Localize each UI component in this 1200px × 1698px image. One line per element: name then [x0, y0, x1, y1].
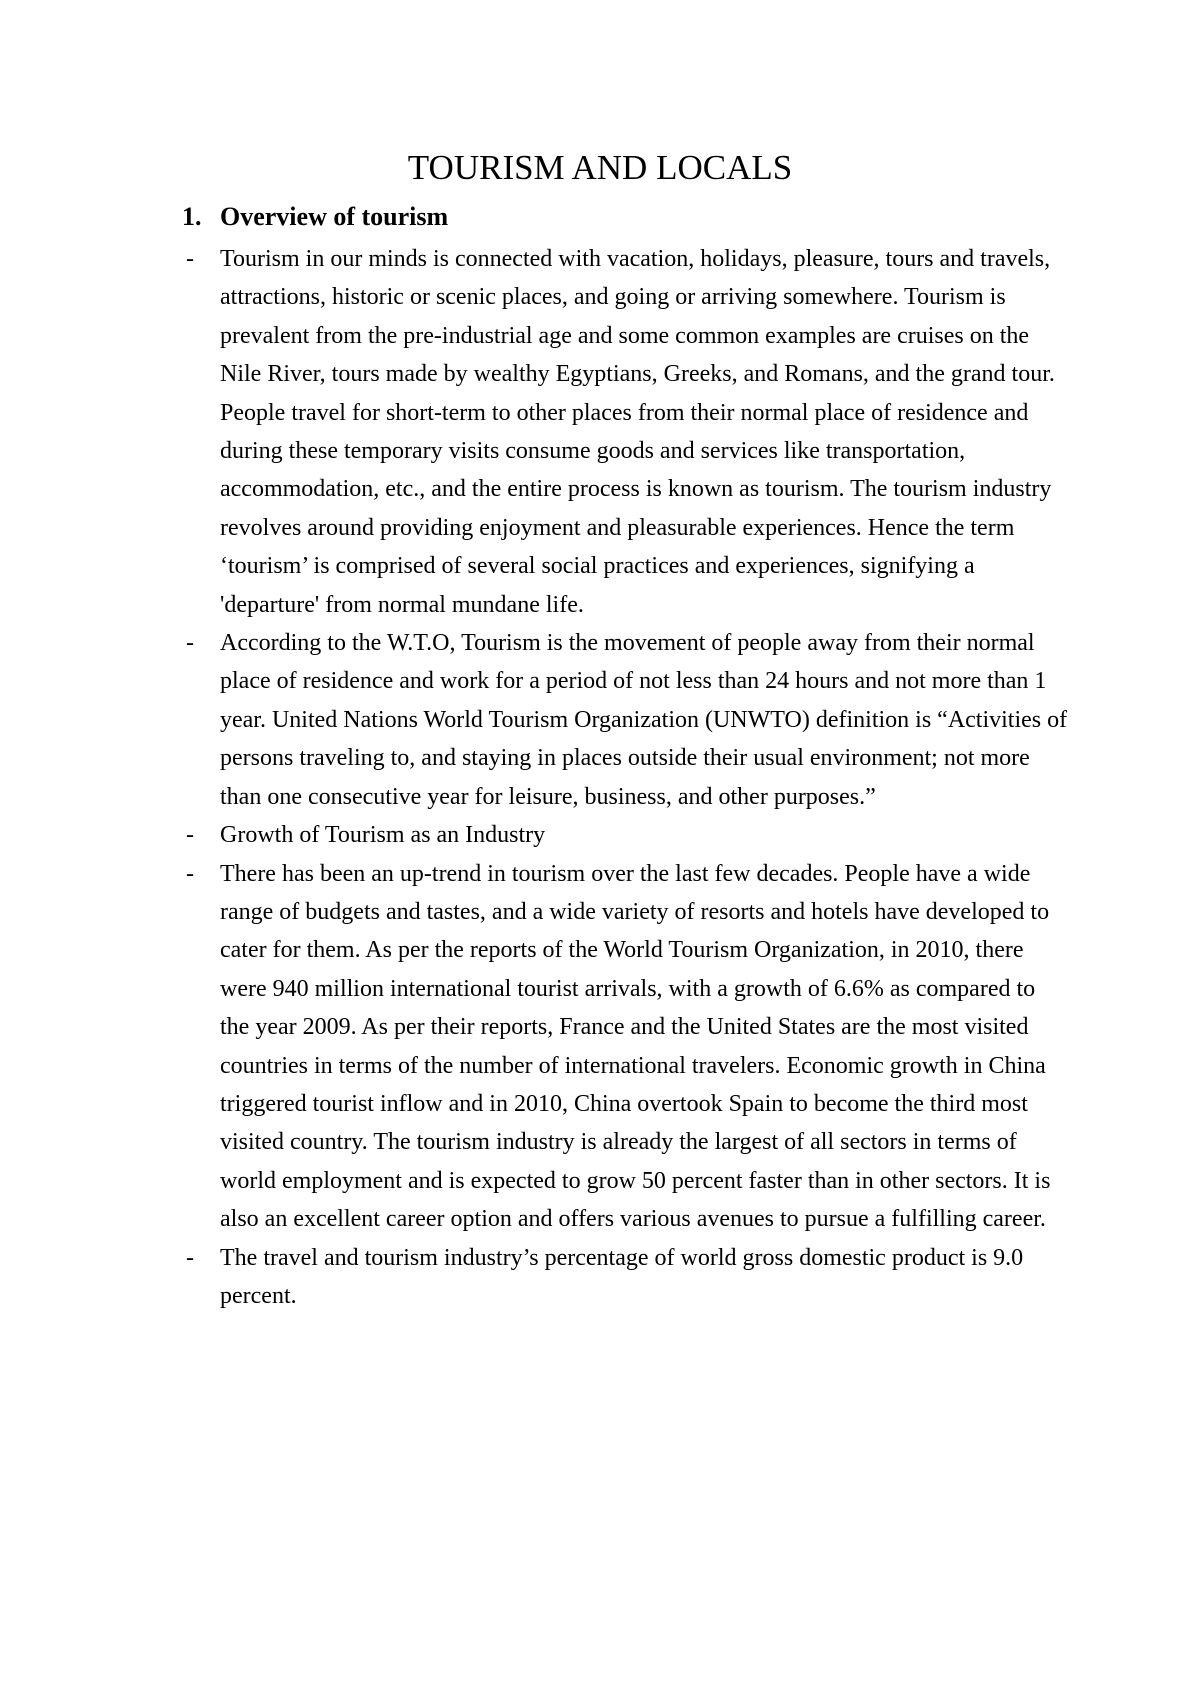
list-item-text: The travel and tourism industry’s percentage of world gross domestic product is 9.0 percent.	[220, 1244, 1024, 1309]
section-number: 1.	[182, 202, 202, 231]
bullet-marker: -	[186, 630, 194, 657]
list-item	[182, 240, 1068, 624]
list-item-text: Tourism in our minds is connected with vacation, holidays, pleasure, tours and travels, attractions, historic or scenic places, and going or arriving somewhere. Tourism is prevalent from the pre-industrial age and some common examples are cruises on the Nile River, tours made by wealthy Egyptians, Greeks, and Romans, and the grand tour. People travel for short-term to other places from their normal place of residence and during these temporary visits consume goods and services like transportation, accommodation, etc., and the entire process is known as tourism. The tourism industry revolves around providing enjoyment and pleasurable experiences. Hence the term ‘tourism’ is comprised of several social practices and experiences, signifying a 'departure' from normal mundane life.	[220, 246, 1055, 618]
list-item	[182, 624, 1068, 816]
bullet-marker: -	[186, 860, 194, 887]
bullet-marker: -	[186, 822, 194, 849]
section-heading	[182, 198, 448, 236]
bullet-marker: -	[186, 246, 194, 272]
section-heading-text: Overview of tourism	[220, 202, 449, 231]
list-item-text: Growth of Tourism as an Industry	[220, 822, 546, 849]
document-title: TOURISM AND LOCALS	[407, 148, 793, 187]
list-item	[182, 816, 1068, 854]
list-item	[182, 855, 1068, 1239]
list-item-text: There has been an up-trend in tourism over the last few decades. People have a wide range of budgets and tastes, and a wide variety of resorts and hotels have developed to cater for them. As per the reports of the World Tourism Organization, in 2010, there were 940 million international tourist arrivals, with a growth of 6.6% as compared to the year 2009. As per their reports, France and the United States are the most visited countries in terms of the number of international travelers. Economic growth in China triggered tourist inflow and in 2010, China overtook Spain to become the third most visited country. The tourism industry is already the largest of all sectors in terms of world employment and is expected to grow 50 percent faster than in other sectors. It is also an excellent career option and offers various avenues to pursue a fulfilling career.	[220, 860, 1051, 1233]
bullet-list	[182, 240, 1068, 1315]
list-item	[182, 1239, 1068, 1316]
list-item-text: According to the W.T.O, Tourism is the movement of people away from their normal place of residence and work for a period of not less than 24 hours and not more than 1 year. United Nations World Tourism Organization (UNWTO) definition is “Activities of persons traveling to, and staying in places outside their usual environment; not more than one consecutive year for leisure, business, and other purposes.”	[220, 630, 1068, 810]
bullet-marker: -	[186, 1244, 194, 1271]
